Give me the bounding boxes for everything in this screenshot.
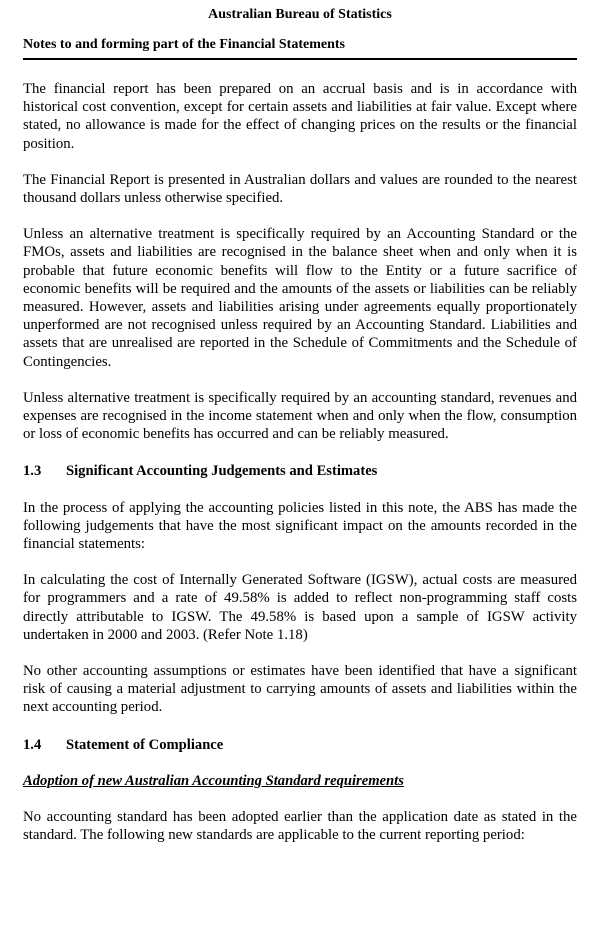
paragraph-judgements-intro: In the process of applying the accounting policies listed in this note, the ABS has made the following judgements that have the most significant impact on the amounts recorded in the financial statements: <box>23 499 577 553</box>
subheading-adoption-of-new-standards: Adoption of new Australian Accounting Standard requirements <box>23 772 404 789</box>
paragraph-basis-of-preparation: The financial report has been prepared on an accrual basis and is in accordance with historical cost convention, except for certain assets and liabilities at fair value. Except where stated, no allowance is made for the effect of changing prices on the results or the financial position. <box>23 81 577 152</box>
paragraph-adoption-statement: No accounting standard has been adopted earlier than the application date as stated in the standard. The following new standards are applicable to the current reporting period: <box>23 809 577 844</box>
notes-section-heading: Notes to and forming part of the Financial Statements <box>23 36 577 60</box>
paragraph-igsw-costs: In calculating the cost of Internally Generated Software (IGSW), actual costs are measured for programmers and a rate of 49.58% is added to reflect non-programming staff costs directly attributable to IGSW. The 49.58% is based upon a sample of IGSW activity undertaken in 2000 and 2003. (Refer Note 1.18) <box>23 572 577 643</box>
paragraph-no-other-assumptions: No other accounting assumptions or estimates have been identified that have a significant risk of causing a material adjustment to carrying amounts of assets and liabilities within the next accounting period. <box>23 663 577 716</box>
document-title: Australian Bureau of Statistics <box>208 7 392 22</box>
section-number-1-3: 1.3 <box>23 463 42 480</box>
paragraph-income-statement-recognition: Unless alternative treatment is specifically required by an accounting standard, revenues and expenses are recognised in the income statement when and only when the flow, consumption or loss of economic benefits has occurred and can be reliably measured. <box>23 389 577 443</box>
section-heading-1-4 <box>23 736 577 754</box>
section-title-1-3: Significant Accounting Judgements and Estimates <box>66 463 378 480</box>
section-heading-1-3 <box>23 462 577 480</box>
section-number-1-4: 1.4 <box>23 736 42 753</box>
paragraph-currency-rounding: The Financial Report is presented in Australian dollars and values are rounded to the nearest thousand dollars unless otherwise specified. <box>23 171 577 207</box>
paragraph-balance-sheet-recognition: Unless an alternative treatment is specifically required by an Accounting Standard or the FMOs, assets and liabilities are recognised in the balance sheet when and only when it is probable that future economic benefits will flow to the Entity or a future sacrifice of economic benefits will be required and the amounts of the assets or liabilities can be reliably measured. However, assets and liabilities arising under agreements equally proportionately unperformed are not recognised unless required by an Accounting Standard. Liabilities and assets that are unrealised are reported in the Schedule of Commitments and the Schedule of Contingencies. <box>23 226 577 370</box>
section-title-1-4: Statement of Compliance <box>66 736 224 753</box>
